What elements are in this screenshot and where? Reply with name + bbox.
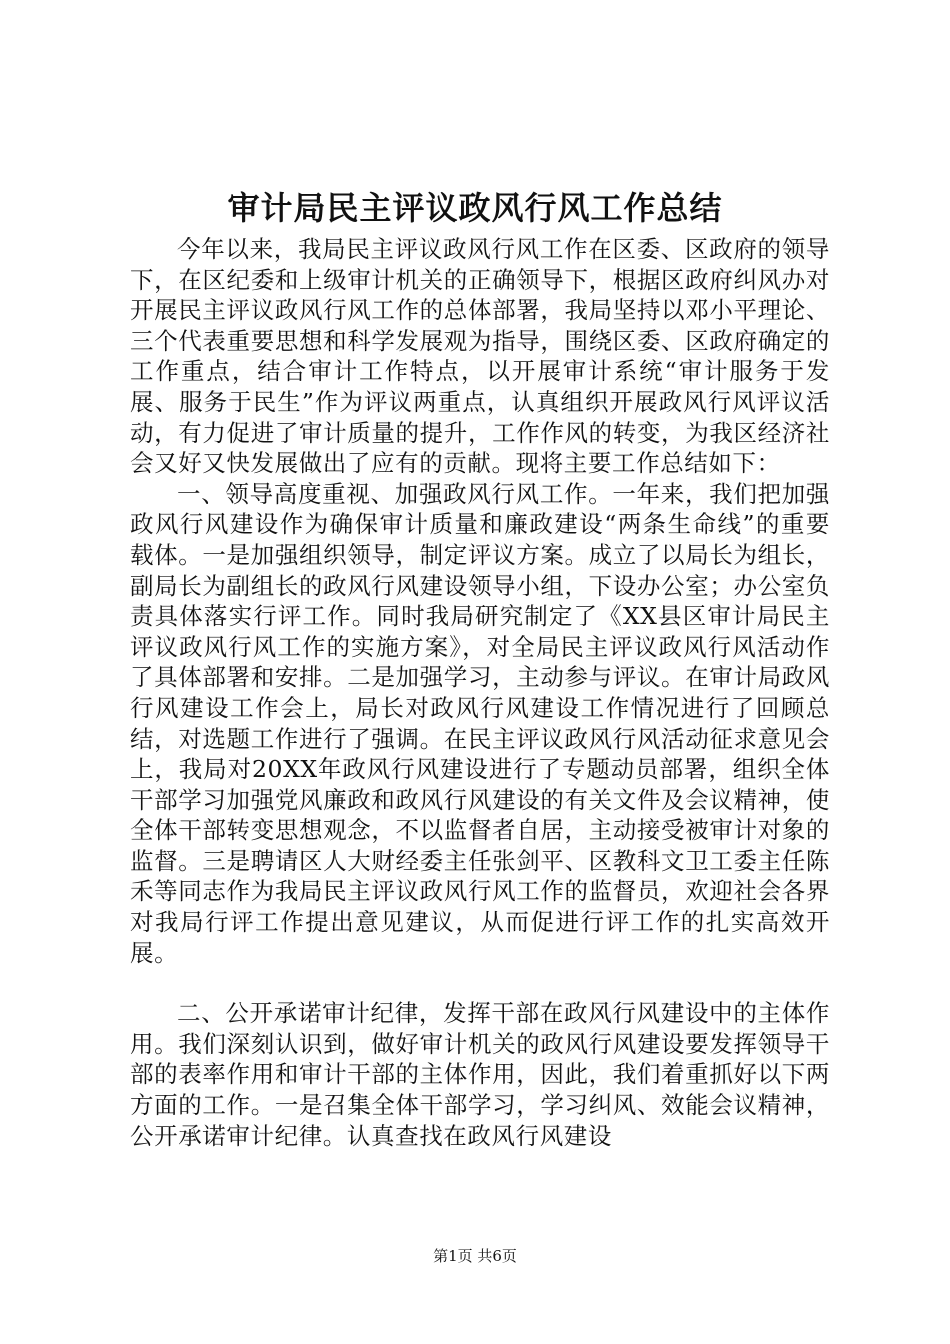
page-footer: 第1页 共6页 <box>433 1247 517 1265</box>
document-title: 审计局民主评议政风行风工作总结 <box>227 189 723 227</box>
paragraph-section-one: 一、领导高度重视、加强政风行风工作。一年来，我们把加强政风行风建设作为确保审计质量和廉政建设“两条生命线”的重要载体。一是加强组织领导，制定评议方案。成立了以局长为组长，副局长为副组长的政风行风建设领导小组，下设办公室；办公室负责具体落实行评工作。同时我局研究制定了《XX县区审计局民主评议政风行风工作的实施方案》，对全局民主评议政风行风活动作了具体部署和安排。二是加强学习，主动参与评议。在审计局政风行风建设工作会上，局长对政风行风建设工作情况进行了回顾总结，对选题工作进行了强调。在民主评议政风行风活动征求意见会上，我局对20XX年政风行风建设进行了专题动员部署，组织全体干部学习加强党风廉政和政风行风建设的有关文件及会议精神，使全体干部转变思想观念，不以监督者自居，主动接受被审计对象的监督。三是聘请区人大财经委主任张剑平、区教科文卫工委主任陈禾等同志作为我局民主评议政风行风工作的监督员，欢迎社会各界对我局行评工作提出意见建议，从而促进行评工作的扎实高效开展。 <box>130 479 830 967</box>
document-body <box>130 234 830 1151</box>
paragraph-section-two: 二、公开承诺审计纪律，发挥干部在政风行风建设中的主体作用。我们深刻认识到，做好审计机关的政风行风建设要发挥领导干部的表率作用和审计干部的主体作用，因此，我们着重抓好以下两方面的工作。一是召集全体干部学习，学习纠风、效能会议精神，公开承诺审计纪律。认真查找在政风行风建设 <box>130 999 830 1150</box>
paragraph-intro: 今年以来，我局民主评议政风行风工作在区委、区政府的领导下，在区纪委和上级审计机关的正确领导下，根据区政府纠风办对开展民主评议政风行风工作的总体部署，我局坚持以邓小平理论、三个代表重要思想和科学发展观为指导，围绕区委、区政府确定的工作重点，结合审计工作特点，以开展审计系统“审计服务于发展、服务于民生”作为评议两重点，认真组织开展政风行风评议活动，有力促进了审计质量的提升，工作作风的转变，为我区经济社会又好又快发展做出了应有的贡献。现将主要工作总结如下： <box>130 235 830 478</box>
